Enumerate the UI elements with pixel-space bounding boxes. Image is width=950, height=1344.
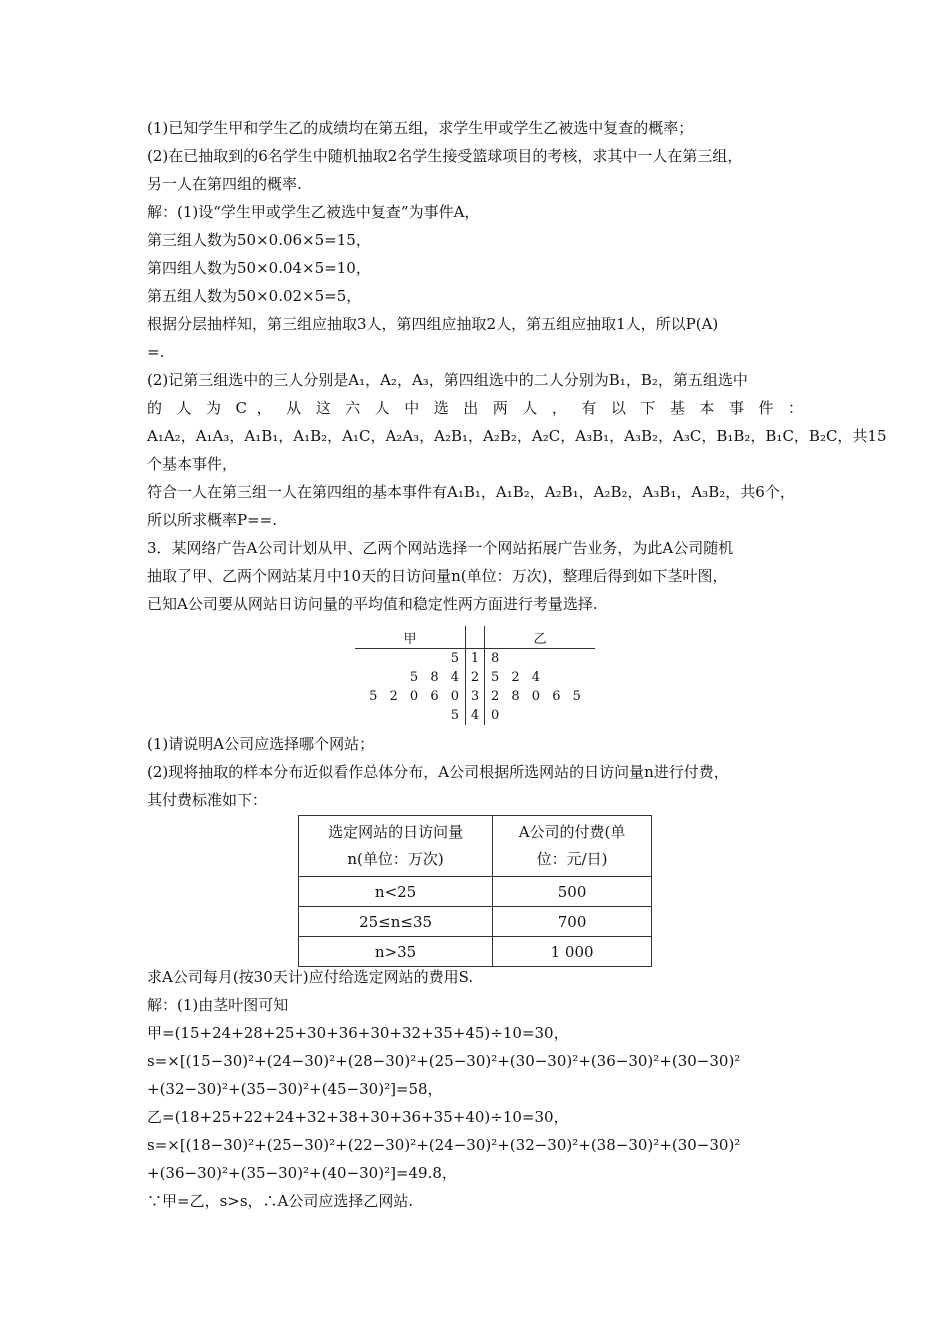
stem-leaf-row — [355, 687, 595, 706]
leaves-right: 0 — [491, 708, 500, 723]
leaves-right: 5 2 4 — [491, 670, 541, 685]
stem-leaf-row — [355, 706, 595, 725]
text-line: =. — [147, 343, 165, 361]
text-line: 第四组人数为50×0.04×5=10， — [147, 259, 371, 277]
text-line: (1)已知学生甲和学生乙的成绩均在第五组，求学生甲或学生乙被选中复查的概率； — [147, 119, 694, 137]
visits-range: n>35 — [299, 937, 493, 967]
fee-header-fee: A公司的付费(单 位：元/日) — [493, 816, 652, 877]
text-line: 根据分层抽样知，第三组应抽取3人，第四组应抽取2人，第五组应抽取1人，所以P(A) — [147, 315, 719, 333]
text-line: +(36−30)²+(35−30)²+(40−30)²]=49.8， — [147, 1164, 457, 1182]
text-line: 所以所求概率P==. — [147, 511, 277, 529]
text-line: 3．某网络广告A公司计划从甲、乙两个网站选择一个网站拓展广告业务，为此A公司随机 — [147, 539, 734, 557]
text-line: (2)记第三组选中的三人分别是A₁，A₂，A₃，第四组选中的二人分别为B₁，B₂，第五组选中 — [147, 371, 748, 389]
stem-leaf-row — [355, 668, 595, 687]
fee-row — [299, 877, 652, 907]
stem-leaf-header-right: 乙 — [485, 626, 596, 649]
text-line: (1)请说明A公司应选择哪个网站； — [147, 735, 375, 753]
text-line: 第五组人数为50×0.02×5=5， — [147, 287, 362, 305]
text-line: 求A公司每月(按30天计)应付给选定网站的费用S. — [147, 968, 474, 986]
text-line: 抽取了甲、乙两个网站某月中10天的日访问量n(单位：万次)，整理后得到如下茎叶图， — [147, 567, 728, 585]
text-line: 的 人 为 C ， 从 这 六 人 中 选 出 两 人 ， 有 以 下 基 本 事 件 ： — [147, 399, 803, 417]
leaves-left: 5 2 0 6 0 — [369, 689, 459, 704]
text-line: 其付费标准如下： — [147, 791, 268, 809]
text-line: 符合一人在第三组一人在第四组的基本事件有A₁B₁，A₁B₂，A₂B₁，A₂B₂，A₃B₁，A₃B₂，共6个， — [147, 483, 795, 501]
text-line: 解：(1)由茎叶图可知 — [147, 996, 289, 1014]
text-line: (2)在已抽取到的6名学生中随机抽取2名学生接受篮球项目的考核，求其中一人在第三组， — [147, 147, 743, 165]
text-line: ∵甲=乙，s>s，∴A公司应选择乙网站. — [147, 1192, 414, 1210]
text-line: 第三组人数为50×0.06×5=15， — [147, 231, 371, 249]
fee-amount: 700 — [493, 907, 652, 937]
stem: 2 — [466, 668, 485, 687]
leaves-left: 5 — [450, 651, 459, 666]
leaves-right: 8 — [491, 651, 500, 666]
stem: 1 — [466, 649, 485, 669]
leaves-right: 2 8 0 6 5 — [491, 689, 581, 704]
text-line: 个基本事件， — [147, 455, 238, 473]
fee-row — [299, 907, 652, 937]
fee-table — [298, 815, 652, 967]
text-line: A₁A₂，A₁A₃，A₁B₁，A₁B₂，A₁C，A₂A₃，A₂B₁，A₂B₂，A₂C，A₃B₁，A₃B₂，A₃C，B₁B₂，B₁C，B₂C，共15 — [147, 427, 887, 445]
stem-leaf-plot — [355, 626, 595, 725]
leaves-left: 5 8 4 — [409, 670, 459, 685]
fee-header-visits: 选定网站的日访问量 n(单位：万次) — [299, 816, 493, 877]
stem: 4 — [466, 706, 485, 725]
text-line: (2)现将抽取的样本分布近似看作总体分布，A公司根据所选网站的日访问量n进行付费， — [147, 763, 729, 781]
text-line: s=×[(18−30)²+(25−30)²+(22−30)²+(24−30)²+(32−30)²+(38−30)²+(30−30)² — [147, 1136, 741, 1154]
leaves-left: 5 — [450, 708, 459, 723]
stem: 3 — [466, 687, 485, 706]
visits-range: 25≤n≤35 — [299, 907, 493, 937]
text-line: 已知A公司要从网站日访问量的平均值和稳定性两方面进行考量选择. — [147, 595, 598, 613]
fee-row — [299, 937, 652, 967]
text-line: 另一人在第四组的概率. — [147, 175, 302, 193]
stem-leaf-row — [355, 649, 595, 669]
stem-leaf-header-left: 甲 — [355, 626, 466, 649]
fee-amount: 1 000 — [493, 937, 652, 967]
text-line: s=×[(15−30)²+(24−30)²+(28−30)²+(25−30)²+(30−30)²+(36−30)²+(30−30)² — [147, 1052, 741, 1070]
text-line: 甲=(15+24+28+25+30+36+30+32+35+45)÷10=30， — [147, 1024, 569, 1042]
text-line: 解：(1)设“学生甲或学生乙被选中复查”为事件A， — [147, 203, 480, 221]
text-line: 乙=(18+25+22+24+32+38+30+36+35+40)÷10=30， — [147, 1108, 569, 1126]
visits-range: n<25 — [299, 877, 493, 907]
fee-amount: 500 — [493, 877, 652, 907]
text-line: +(32−30)²+(35−30)²+(45−30)²]=58， — [147, 1080, 443, 1098]
